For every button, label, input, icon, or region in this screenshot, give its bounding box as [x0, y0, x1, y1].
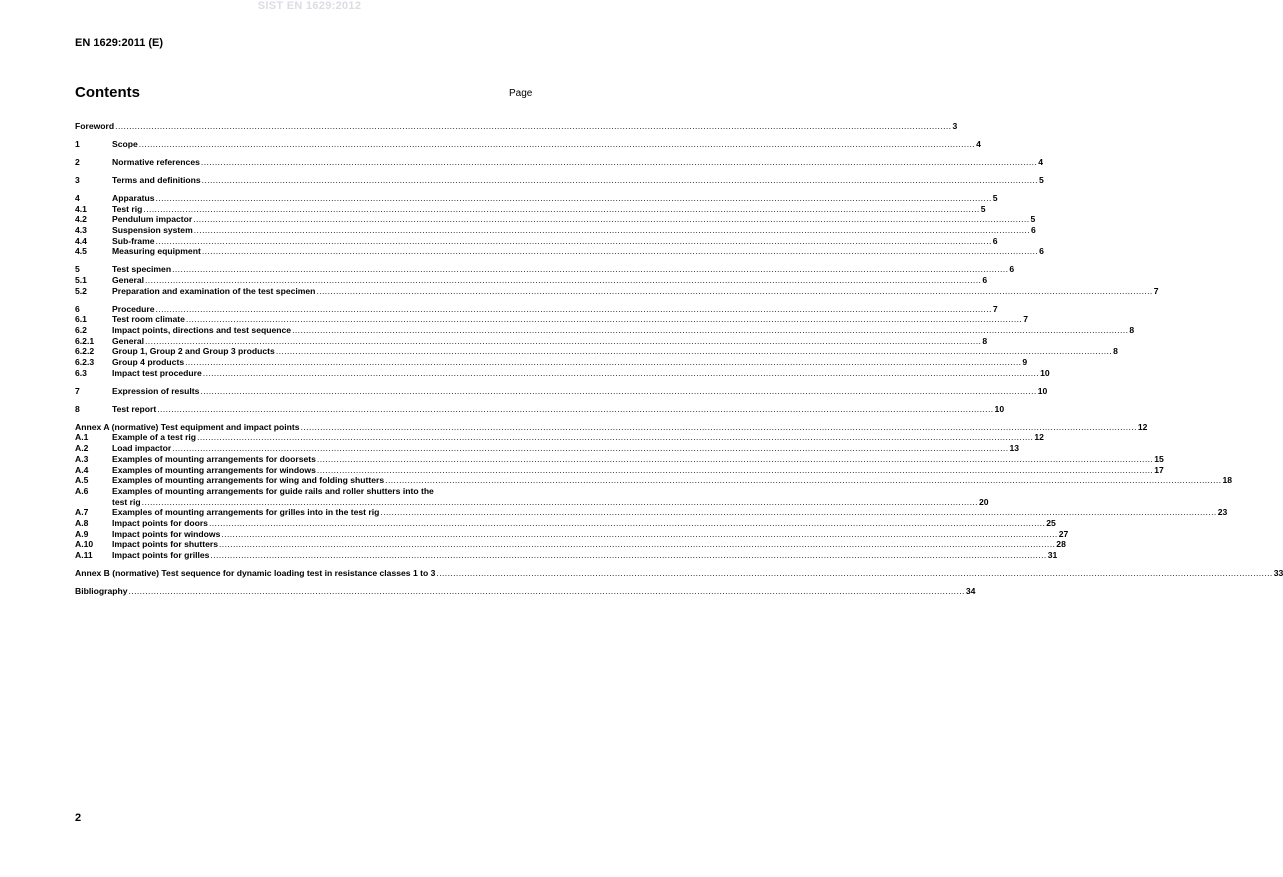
toc-entry-number: 6	[75, 303, 80, 314]
toc-entry-title: Procedure	[112, 303, 155, 314]
toc-entry-page: 28	[1056, 539, 1066, 550]
dot-leader: ............................................................................................................................................................................................................................................................................................................	[210, 550, 1047, 561]
toc-entry-title: Examples of mounting arrangements for windows	[112, 464, 316, 475]
dot-leader: ............................................................................................................................................................................................................................................................................................................	[115, 121, 952, 131]
toc-entry-title: Normative references	[112, 156, 200, 167]
toc-entry-title: Example of a test rig	[112, 432, 197, 443]
dot-leader: ............................................................................................................................................................................................................................................................................................................	[208, 518, 1046, 528]
toc-entry[interactable]	[75, 156, 1043, 168]
toc-entry-page: 8	[1129, 325, 1135, 336]
dot-leader: ............................................................................................................................................................................................................................................................................................................	[436, 568, 1273, 579]
toc-entry[interactable]	[75, 507, 1228, 518]
toc-entry-page: 6	[1039, 246, 1044, 257]
toc-entry-number: 6.2.2	[75, 346, 95, 357]
toc-entry[interactable]	[75, 475, 1233, 486]
dot-leader: ............................................................................................................................................................................................................................................................................................................	[155, 192, 992, 203]
toc-entry[interactable]	[75, 403, 1005, 415]
toc-entry-page: 18	[1222, 475, 1233, 486]
toc-entry-page: 23	[1217, 507, 1228, 518]
toc-entry[interactable]	[75, 174, 1044, 186]
toc-entry-page: 10	[1040, 367, 1050, 378]
toc-entry[interactable]	[75, 550, 1058, 561]
dot-leader: ............................................................................................................................................................................................................................................................................................................	[172, 443, 1009, 454]
toc-entry[interactable]	[75, 568, 1283, 579]
toc-entry-title: Annex B (normative) Test sequence for dynamic loading test in resistance classes 1 to 3	[75, 568, 436, 579]
toc-entry-number: 1	[75, 138, 80, 149]
toc-entry-page: 4	[976, 138, 981, 149]
dot-leader: ............................................................................................................................................................................................................................................................................................................	[141, 496, 978, 507]
toc-entry-page: 5	[1030, 214, 1036, 225]
toc-entry[interactable]	[75, 346, 1118, 357]
toc-entry-number: 4.1	[75, 203, 87, 214]
toc-entry[interactable]	[75, 367, 1050, 379]
document-id: EN 1629:2011 (E)	[75, 37, 164, 49]
toc-entry-number: 5.2	[75, 285, 87, 296]
toc-entry[interactable]	[75, 325, 1135, 336]
toc-entry[interactable]	[75, 335, 988, 347]
toc-entry-page: 5	[992, 192, 998, 203]
toc-entry-title: Terms and definitions	[112, 174, 201, 185]
toc-entry[interactable]	[75, 192, 998, 204]
dot-leader: ............................................................................................................................................................................................................................................................................................................	[138, 138, 976, 149]
toc-entry-page: 7	[1023, 314, 1028, 325]
toc-entry-number: A.2	[75, 443, 89, 454]
toc-entry-title: Annex A (normative) Test equipment and impact points	[75, 421, 300, 432]
dot-leader: ............................................................................................................................................................................................................................................................................................................	[185, 314, 1023, 325]
toc-entry-number: A.1	[75, 432, 89, 443]
toc-entry-title: Group 1, Group 2 and Group 3 products	[112, 346, 275, 357]
watermark: SIST EN 1629:2012	[257, 0, 362, 12]
toc-entry[interactable]	[75, 314, 1028, 325]
toc-entry-number: A.11	[75, 550, 93, 561]
dot-leader: ............................................................................................................................................................................................................................................................................................................	[172, 264, 1009, 275]
toc-entry-number: 4	[75, 192, 80, 203]
toc-entry-title: Impact test procedure	[112, 367, 202, 378]
toc-entry[interactable]	[75, 421, 1148, 433]
toc-entry-title: Load impactor	[112, 443, 172, 454]
dot-leader: ............................................................................................................................................................................................................................................................................................................	[155, 235, 992, 246]
toc-entry-number: 5	[75, 264, 80, 275]
toc-entry-title: Test room climate	[112, 314, 185, 325]
toc-entry-title: Group 4 products	[112, 357, 185, 368]
dot-leader: ............................................................................................................................................................................................................................................................................................................	[197, 432, 1034, 443]
toc-entry-number: 6.2.1	[75, 335, 95, 346]
dot-leader: ............................................................................................................................................................................................................................................................................................................	[145, 275, 982, 286]
toc-entry-page: 6	[1031, 225, 1036, 235]
toc-entry-page: 6	[992, 235, 998, 246]
dot-leader: ............................................................................................................................................................................................................................................................................................................	[316, 464, 1154, 475]
toc-entry-page: 3	[952, 121, 958, 131]
toc-entry-number: 6.3	[75, 367, 87, 378]
toc-entry-title: Bibliography	[75, 586, 128, 597]
toc-entry-page: 12	[1034, 432, 1044, 443]
toc-entry-title: Examples of mounting arrangements for wing and folding shutters	[112, 475, 385, 486]
dot-leader: ............................................................................................................................................................................................................................................................................................................	[219, 539, 1056, 550]
dot-leader: ............................................................................................................................................................................................................................................................................................................	[275, 346, 1113, 357]
toc-entry-title: Impact points for grilles	[112, 550, 210, 561]
toc-entry[interactable]	[75, 464, 1164, 476]
dot-leader: ............................................................................................................................................................................................................................................................................................................	[316, 285, 1153, 296]
toc-entry-title: Test report	[112, 403, 157, 414]
toc-entry-number: A.8	[75, 518, 89, 528]
toc-entry-title: Scope	[112, 138, 138, 149]
toc-entry-number: 6.2.3	[75, 357, 95, 368]
toc-entry-number: 4.5	[75, 246, 87, 257]
toc-entry-title: Impact points for doors	[112, 518, 208, 528]
dot-leader: ............................................................................................................................................................................................................................................................................................................	[193, 214, 1030, 225]
toc-entry-page: 7	[1153, 285, 1159, 296]
toc-entry-number: 6.1	[75, 314, 87, 325]
toc-entry[interactable]	[75, 203, 986, 215]
dot-leader: ............................................................................................................................................................................................................................................................................................................	[292, 325, 1129, 336]
toc-entry-title: Examples of mounting arrangements for guide rails and roller shutters into the	[112, 485, 434, 496]
toc-entry[interactable]	[75, 264, 1015, 275]
dot-leader: ............................................................................................................................................................................................................................................................................................................	[200, 385, 1037, 396]
toc-entry-page: 13	[1009, 443, 1020, 454]
toc-entry-title: Impact points, directions and test sequence	[112, 325, 292, 336]
toc-entry-title: Test specimen	[112, 264, 172, 275]
toc-entry[interactable]	[75, 539, 1066, 550]
page-number: 2	[75, 812, 82, 824]
page-column-label: Page	[509, 88, 533, 99]
toc-entry[interactable]	[75, 246, 1044, 257]
toc-entry-page: 31	[1047, 550, 1058, 561]
toc-entry-page: 5	[980, 203, 986, 214]
toc-entry[interactable]	[75, 285, 1159, 297]
table-of-contents	[75, 121, 1283, 597]
toc-entry-title: Examples of mounting arrangements for doorsets	[112, 453, 316, 464]
toc-entry-title: Preparation and examination of the test specimen	[112, 285, 316, 296]
toc-entry-page: 12	[1137, 421, 1148, 432]
toc-entry-page: 8	[1113, 346, 1118, 357]
toc-entry-number: 7	[75, 385, 80, 396]
toc-entry-page: 33	[1273, 568, 1283, 579]
toc-entry-page: 10	[1037, 385, 1048, 396]
toc-entry[interactable]	[75, 275, 988, 286]
toc-entry-title: Measuring equipment	[112, 246, 201, 257]
toc-entry-title: Pendulum impactor	[112, 214, 193, 225]
toc-entry-page: 10	[994, 403, 1005, 414]
toc-entry-number: A.6	[75, 485, 89, 496]
toc-entry[interactable]	[75, 528, 1069, 540]
dot-leader: ............................................................................................................................................................................................................................................................................................................	[221, 528, 1058, 539]
dot-leader: ............................................................................................................................................................................................................................................................................................................	[143, 203, 980, 214]
toc-entry[interactable]	[75, 453, 1164, 465]
dot-leader: ............................................................................................................................................................................................................................................................................................................	[200, 156, 1038, 167]
toc-entry-number: A.7	[75, 507, 89, 518]
toc-entry-title: Impact points for windows	[112, 528, 221, 539]
toc-entry-title: Examples of mounting arrangements for grilles into in the test rig	[112, 507, 380, 518]
toc-entry[interactable]	[75, 485, 989, 507]
toc-entry-page: 34	[965, 586, 976, 597]
toc-entry-page: 20	[978, 496, 989, 507]
toc-entry-page: 17	[1154, 464, 1164, 475]
toc-entry-number: A.5	[75, 475, 89, 486]
toc-entry-number: 6.2	[75, 325, 87, 336]
toc-entry[interactable]	[75, 518, 1056, 529]
toc-entry-title: Test rig	[112, 203, 143, 214]
toc-entry-title-continued: test rig	[112, 496, 141, 507]
toc-entry-page: 8	[982, 335, 988, 346]
toc-entry-number: A.9	[75, 528, 89, 539]
toc-entry-number: A.4	[75, 464, 89, 475]
toc-entry[interactable]	[75, 432, 1044, 443]
toc-entry[interactable]	[75, 357, 1028, 368]
toc-entry-page: 5	[1038, 174, 1044, 185]
toc-entry[interactable]	[75, 138, 981, 150]
toc-entry-number: 4.4	[75, 235, 87, 246]
dot-leader: ............................................................................................................................................................................................................................................................................................................	[145, 335, 982, 346]
dot-leader: ............................................................................................................................................................................................................................................................................................................	[128, 586, 965, 597]
toc-entry-page: 27	[1058, 528, 1069, 539]
toc-entry[interactable]	[75, 385, 1048, 397]
toc-entry-page: 6	[1009, 264, 1015, 275]
dot-leader: ............................................................................................................................................................................................................................................................................................................	[201, 246, 1039, 257]
dot-leader: ............................................................................................................................................................................................................................................................................................................	[316, 453, 1154, 464]
toc-entry-title: Sub-frame	[112, 235, 155, 246]
toc-entry[interactable]	[75, 121, 958, 132]
toc-entry[interactable]	[75, 443, 1020, 454]
toc-entry-title: Suspension system	[112, 225, 193, 235]
toc-entry[interactable]	[75, 225, 1036, 236]
dot-leader: ............................................................................................................................................................................................................................................................................................................	[155, 303, 992, 314]
dot-leader: ............................................................................................................................................................................................................................................................................................................	[385, 475, 1222, 486]
dot-leader: ............................................................................................................................................................................................................................................................................................................	[157, 403, 994, 414]
dot-leader: ............................................................................................................................................................................................................................................................................................................	[300, 421, 1137, 432]
dot-leader: ............................................................................................................................................................................................................................................................................................................	[380, 507, 1217, 518]
toc-entry-number: 4.2	[75, 214, 87, 225]
dot-leader: ............................................................................................................................................................................................................................................................................................................	[202, 367, 1040, 378]
toc-entry-title: Expression of results	[112, 385, 200, 396]
toc-entry-number: 3	[75, 174, 80, 185]
toc-entry-page: 15	[1154, 453, 1164, 464]
toc-entry-page: 9	[1022, 357, 1028, 368]
toc-entry[interactable]	[75, 235, 998, 247]
toc-entry-page: 6	[982, 275, 988, 286]
toc-entry-page: 7	[992, 303, 998, 314]
dot-leader: ............................................................................................................................................................................................................................................................................................................	[193, 225, 1031, 235]
toc-entry-title: Impact points for shutters	[112, 539, 218, 550]
toc-entry-title: Foreword	[75, 121, 115, 131]
toc-entry-title: General	[112, 335, 145, 346]
toc-entry-number: A.3	[75, 453, 89, 464]
toc-entry-page: 25	[1046, 518, 1056, 528]
toc-entry-number: 8	[75, 403, 80, 414]
toc-entry-title: General	[112, 275, 145, 286]
dot-leader: ............................................................................................................................................................................................................................................................................................................	[185, 357, 1022, 368]
toc-entry-number: A.10	[75, 539, 94, 550]
toc-entry-number: 4.3	[75, 225, 87, 235]
toc-entry-page: 4	[1038, 156, 1043, 167]
toc-entry-number: 2	[75, 156, 80, 167]
toc-entry-number: 5.1	[75, 275, 87, 286]
toc-entry-title: Apparatus	[112, 192, 155, 203]
toc-entry[interactable]	[75, 214, 1036, 225]
page-title: Contents	[75, 84, 140, 101]
dot-leader: ............................................................................................................................................................................................................................................................................................................	[201, 174, 1038, 185]
toc-entry[interactable]	[75, 586, 976, 597]
toc-entry[interactable]	[75, 303, 998, 315]
